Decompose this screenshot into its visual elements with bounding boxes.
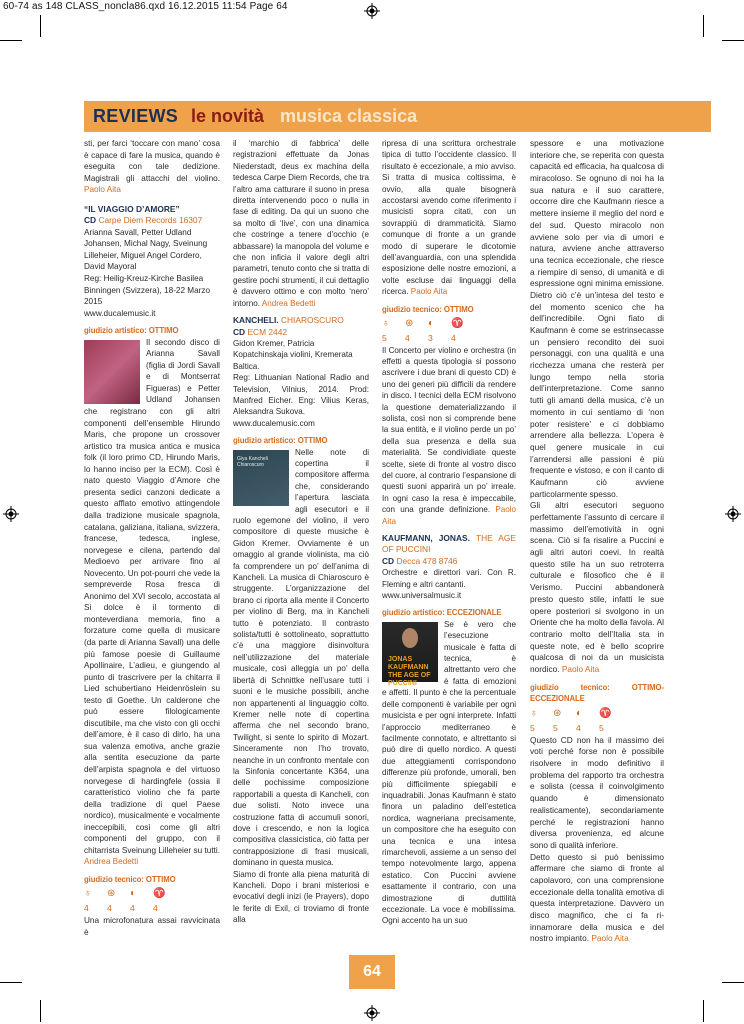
review-author: Paolo Aita xyxy=(591,933,629,944)
print-slug: 60-74 as 148 CLASS_noncla86.qxd 16.12.2015 11:54 Page 64 xyxy=(3,1,288,12)
cd-catalog: CD Carpe Diem Records 16307 xyxy=(84,215,203,226)
website: www.universalmusic.it xyxy=(382,591,462,601)
rating-scores xyxy=(84,903,220,915)
performers: Arianna Savall, Petter Udland Johansen, Michal Nagy, Sveinung Lilleheier, Miguel Angel Cordero, David Mayoral xyxy=(84,227,208,272)
cover-label: Giya Kancheli Chiaroscuro xyxy=(237,455,268,468)
review-text: Detto questo si può benissimo affermare che siamo di fronte al capolavoro, con una comprensione eccezionale della tonalità emotiva di questa interpretazione. Davvero un disco magnifico, che ci fa ri-innamorare della musica e del nostro impianto. Paolo Aita xyxy=(530,851,664,944)
crop-mark xyxy=(722,982,744,983)
soundstage-icon: ◐ xyxy=(130,888,137,900)
technical-rating: giudizio tecnico: OTTIMO xyxy=(84,874,176,884)
dynamics-icon: ♁ xyxy=(530,707,538,719)
score: 5 xyxy=(530,723,535,733)
performers: Orchestre e direttori vari. Con R. Fleming e altri cantanti. xyxy=(382,568,516,589)
artistic-rating: giudizio artistico: OTTIMO xyxy=(233,436,328,446)
registration-mark-icon xyxy=(725,506,741,522)
album-cover-chiaroscuro xyxy=(233,450,289,506)
score: 4 xyxy=(451,333,456,344)
crop-mark xyxy=(40,15,41,37)
review-text: Se è vero che l’esecuzione musicale è fatta di tecnica, è altrettanto vero che è fatta di emozioni e affetti. Il punto è che la percentuale delle componenti è variabile per ogni musicista e per ogni interprete. Infatti l’approccio mediterraneo è facilmente connotato, e altrettanto si può dire di quello nordico. A questi due atteggiamenti corrispondono differenze più profonde, umorali, ben più difficilmente spiegabili e inquadrabili. Jonas Kaufmann è stato finora un paladino dell’estetica nordica, wagneriana precisamente, un compositore che ha eseguito con una tecnica e una intesa rimarchevoli, assieme a un senso del tempo notevolmente largo, appena estatico. Con Puccini avviene esattamente il contrario, con una dimostrazione di duttilità eccezionale. La voce è mobilissima. Ogni accento ha un suo xyxy=(382,619,516,926)
dynamics-icon: ♁ xyxy=(382,317,390,329)
score: 4 xyxy=(153,903,158,914)
rating-icons xyxy=(382,317,516,331)
review-text: sti, per farci ‘toccare con mano’ cosa è capace di fare la musica, quando è eseguita con tale dedizione. Magistrali gli attacchi del violino. Paolo Aita xyxy=(84,139,220,195)
cd-catalog: CD ECM 2442 xyxy=(233,326,288,337)
review-author: Andrea Bedetti xyxy=(261,298,316,308)
review-title: “IL VIAGGIO D’AMORE” xyxy=(84,203,180,214)
review-text: Gli altri esecutori seguono perfettamente l’assunto di cercare il massimo dell’emotività in ogni scena. Ciò si fa risalire a Puccini e agli altri autori coevi. In realtà questo stile ha un suo retroterra culturale e filosofico che è il Verismo. Puccini abbandonerà presto questo stile, infatti le sue opere posteriori si svolgono in un Oriente che ha molto della favola. Al contrario molto dell’Italia sta in queste note, ed è bello scoprire qualcosa di noi da un musicista nordico. Paolo Aita xyxy=(530,500,664,674)
crop-mark xyxy=(703,15,704,37)
review-title: KAUFMANN, JONAS. THE AGE OF PUCCINI xyxy=(382,533,516,555)
review-author: Paolo Aita xyxy=(410,287,448,297)
recording-info: Reg: Heilig-Kreuz-Kirche Basilea Binningen (Svizzera), 18-22 Marzo 2015 xyxy=(84,274,211,307)
soundstage-icon: ◐ xyxy=(428,317,435,329)
registration-mark-icon xyxy=(3,506,19,522)
score: 5 xyxy=(599,723,604,733)
score: 5 xyxy=(382,333,387,344)
rating-scores xyxy=(382,333,516,344)
review-author: Paolo Aita xyxy=(84,185,121,195)
crop-mark xyxy=(40,1000,41,1022)
review-title: KANCHELI. CHIAROSCURO xyxy=(233,315,344,326)
review-text: Questo CD non ha il massimo dei voti perché forse non è possibile risolvere in modo definitivo il problema del rapporto tra orchestra e solista (cessa il coinvolgimento quando è dimensionato realisticamente), secondariamente perché le registrazioni hanno diversa provenienza, ed alcune sono di qualità inferiore. xyxy=(530,734,664,850)
score: 4 xyxy=(130,903,135,914)
cover-label: JONAS KAUFMANN THE AGE OF PUCCINI xyxy=(388,655,431,687)
timbre-icon: ♈ xyxy=(599,707,612,719)
website: www.ducalemusic.com xyxy=(233,418,315,428)
technical-rating: giudizio tecnico: OTTIMO xyxy=(382,304,474,314)
crop-mark xyxy=(703,1000,704,1022)
album-cover-age-of-puccini xyxy=(382,622,438,687)
timbre-icon: ♈ xyxy=(451,317,464,329)
detail-icon: ⊛ xyxy=(553,707,562,719)
score: 4 xyxy=(107,903,112,914)
review-author: Andrea Bedetti xyxy=(84,857,139,867)
portrait xyxy=(402,628,418,648)
timbre-icon: ♈ xyxy=(153,888,166,900)
column-2 xyxy=(233,138,369,926)
review-text: Siamo di fronte alla piena maturità di Kancheli. Dopo i brani misteriosi e evocativi degli inizi (le Prayers), dopo le ferite di Exil, ci troviamo di fronte alla xyxy=(233,869,369,925)
rating-scores xyxy=(530,723,664,735)
soundstage-icon: ◐ xyxy=(576,707,583,719)
rating-icons xyxy=(530,707,664,721)
review-text: spessore e una motivazione interiore che, se reperita con questa capacità ed efficacia, ha qualcosa di miracoloso. Se ognuno di noi ha la sua natura e il suo carattere, occorre dire che Kaufmann riesce a mettere insieme il meglio del nord e del sud. Questo miracolo non avviene solo per via di umori e natura, avviene anche attraverso una tecnica eccezionale, che riesce a riempire di senso, di umanità e di espressione ogni minima emissione. Dietro ciò c’è un’intesa del testo e del momento scenico che ha dell’incredibile. Ogni fiato di Kaufmann è come se estrinsecasse un pensiero recondito dei suoi personaggi, con una qualità e una ricchezza umana che resterà per lungo tempo nella storia dell’interpretazione. Come sanno tutti gli amanti della musica, c’è un momento in cui sentiamo di ‘non poter resistere’ e ci dobbiamo arrendere alla bellezza. L’opera è quel genere musicale in cui l’arrendersi alle passioni è più frequente e vistoso, e con il canto di Kaufmann ciò avviene particolarmente spesso. xyxy=(530,138,664,499)
performers: Gidon Kremer, Patricia Kopatchinskaja violini, Kremerata Baltica. xyxy=(233,338,353,371)
detail-icon: ⊛ xyxy=(405,317,414,329)
rating-icons xyxy=(84,887,220,901)
review-text: Una microfonatura assai ravvicinata è xyxy=(84,916,220,937)
crop-mark xyxy=(722,40,744,41)
registration-mark-icon xyxy=(364,1005,380,1021)
cd-catalog: CD Decca 478 8746 xyxy=(382,555,458,566)
review-author: Paolo Aita xyxy=(561,663,600,674)
artistic-rating: giudizio artistico: ECCEZIONALE xyxy=(382,608,502,618)
score: 3 xyxy=(428,333,433,344)
review-text: ripresa di una scrittura orchestrale tipica di tutto l’occidente classico. Il risultato è eccezionale, a mio avviso. Si tratta di musica coltissima, è ovvio, alla quale bisognerà accostarsi avendo come riferimento i musicisti sopra citati, con un sovrappiù di drammaticità. Siamo comunque di fronte a un grande modo di superare le dicotomie dell’avanguardia, con una splendida esposizione delle nostre emozioni, a volte escluse dai linguaggi della ricerca. Paolo Aita xyxy=(382,139,516,297)
column-1 xyxy=(84,138,220,938)
column-4 xyxy=(530,138,664,945)
album-cover-viaggio-damore xyxy=(84,340,140,404)
score: 4 xyxy=(84,903,89,914)
dynamics-icon: ♁ xyxy=(84,888,92,900)
registration-mark-icon xyxy=(364,3,380,19)
technical-rating: giudizio tecnico: OTTIMO-ECCEZIONALE xyxy=(530,682,664,704)
crop-mark xyxy=(0,40,22,41)
score: 5 xyxy=(553,723,558,733)
score: 4 xyxy=(405,333,410,344)
banner-reviews: REVIEWS xyxy=(93,106,179,126)
banner-musica-classica: musica classica xyxy=(280,106,418,126)
review-text: Nelle note di copertina il compositore afferma che, considerando l’apertura lasciata agli esecutori e il ruolo egemone del violino, il vero compositore di queste musiche è Gidon Kremer. Ovviamente è un omaggio al grande violinista, ma ciò fa comprendere un po’ dell’anima di Kancheli. La musica di Chiaroscuro è struggente. L’organizzazione del brano ci riporta alla mente il Concerto per violino di Berg, ma in Kancheli tutto è potenziato. Il contrasto solista/tutti è sottolineato, soprattutto c’è una maggiore disinvoltura nell’utilizzazione del materiale musicale, così alleggia un po’ della libertà di Schnittke nell’usare tutti i suoni e le musiche possibili, anche non appartenenti al linguaggio colto. Kremer nelle note di copertina afferma che nel secondo brano, Twilight, si sente lo spirito di Mozart. Sinceramente non l’ho trovato, neanche in un confronto mentale con la Sinfonia concertante K364, una delle pochissime composizione rapportabili a questa di Kancheli, con due solisti. Noto invece una costruzione fatta di accumuli sonori, dove i crescendo, e non la logica compositiva classicistica, ciò fatta per contrapposizione di frasi musicali, dominano in questa musica. xyxy=(233,447,369,868)
review-author: Paolo Aita xyxy=(382,505,517,526)
website: www.ducalemusic.it xyxy=(84,308,156,318)
recording-info: Reg: Lithuanian National Radio and Television, Vilnius, 2014. Prod: Manfred Eicher. Eng: Vilius Keras, Aleksandra Sukova. xyxy=(233,373,369,417)
crop-mark xyxy=(0,982,22,983)
column-3 xyxy=(382,138,516,927)
review-text: Il Concerto per violino e orchestra (in effetti a questa tipologia si possono ascrivere i due brani di questo CD) è uno dei generi più difficili da rendere in disco. I tecnici della ECM risolvono la questione dematerializzando il solista, così non si comprende bene la sua entità, e il violino perde un po’ della sua presenza e della sua materialità. Se condividiate queste scelte, siete di fronte al vostro disco del cuore, al contrario l’espansione di questi suoni apparirà un po’ irreale. In ogni caso la resa è impeccabile, con una grande definizione. Paolo Aita xyxy=(382,345,517,526)
section-banner xyxy=(84,101,711,132)
banner-le-novita: le novità xyxy=(191,106,265,126)
review-text: Il secondo disco di Arianna Savall (figlia di Jordi Savall e di Montserrat Figueras) e Petter Udland Johansen che registrano con gli altri componenti dell’ensemble Hirundo Maris, che propone un crossover artistico tra musica antica e musica folk (il loro primo CD, Hirundo Maris, lo hanno inciso per la ECM). Così è nato questo Viaggio d’Amore che presenta sedici canzoni dedicate a questo afflato emotivo attingendole dalla tradizione musicale spagnola, catalana, galiziana, italiana, svizzera, francese, tedesca, inglese, norvegese e cilena, partendo dal Medioevo per arrivare fino al Novecento. Un pot-pourri che vede la sempreverde Rosa fresca di Anonimo del XVI secolo, accostata al Si dolce è il tormento di monteverdiana memoria, fino a forzature come quella di musicare (da parte di Arianna Savall) una delle più famose poesie di Guillaume Apollinaire, L’adieu, e giungendo al punto di trascrivere per la chitarra il Lied schubertiano Heidenröslein su testo di Goethe. Un calderone che può essere filologicamente discutibile, ma che visto con gli occhi dell’amore, è il caso di dirlo, ha una sua valenza emotiva, anche grazie alla sentita esecuzione da parte dell’arpista spagnola e del virtuoso norvegese di hardingfele (ossia il caratteristico violino che fa parte della tradizione di quel Paese nordico), musicalmente e vocalmente ineccepibili, così come gli altri componenti del gruppo, con il chitarrista Sveinung Lilleheier su tutti. Andrea Bedetti xyxy=(84,337,220,867)
artistic-rating: giudizio artistico: OTTIMO xyxy=(84,326,179,336)
detail-icon: ⊛ xyxy=(107,888,116,900)
page-number: 64 xyxy=(349,955,395,989)
review-text: il ‘marchio di fabbrica’ delle registrazioni effettuate da Jonas Niederstadt, deus ex machina della tedesca Carpe Diem Records, che tra l’altro ama catturare il suono in presa diretta intervenendo poco o nulla in fase di editing. Da qui un suono che sa molto di ‘live’, con una dinamica che costringe a tenere d’occhio (e abbassare) la manopola del volume e che non inficia il valore degli altri parametri, tenuto conto che si tratta di gestire pochi strumenti, il cui dettaglio è davvero ottimo e con molto ‘nero’ intorno. Andrea Bedetti xyxy=(233,139,369,308)
score: 4 xyxy=(576,723,581,733)
